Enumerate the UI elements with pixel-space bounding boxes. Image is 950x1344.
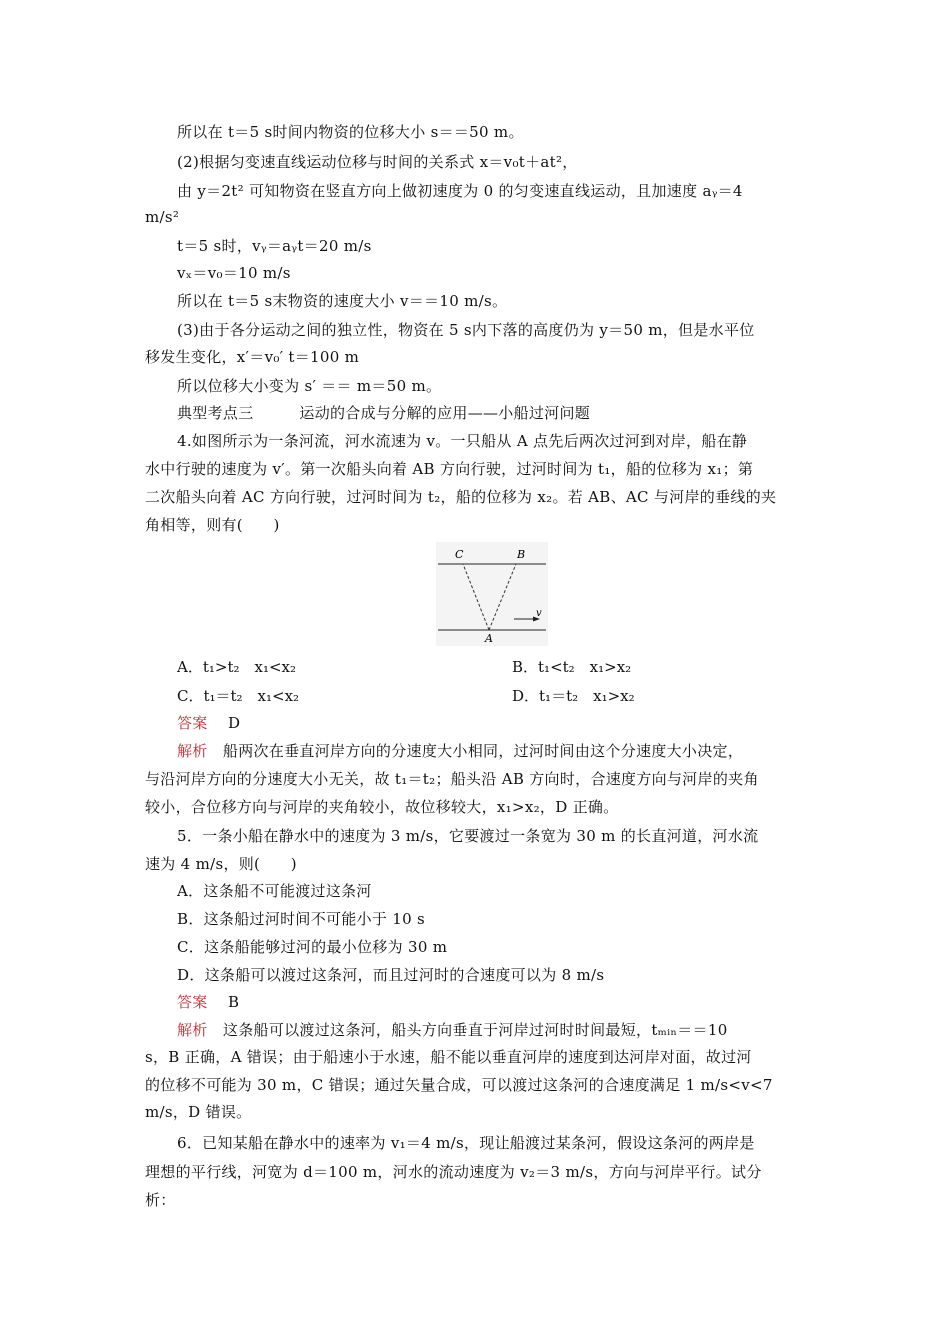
question-6-stem: 理想的平行线，河宽为 d＝100 m，河水的流动速度为 v₂＝3 m/s，方向与河岸平行。试分: [145, 1163, 762, 1181]
q5-analysis-text: 的位移不可能为 30 m，C 错误；通过矢量合成，可以渡过这条河的合速度满足 1 m/s<v<7: [145, 1076, 773, 1094]
question-5-stem: 5．一条小船在静水中的速度为 3 m/s，它要渡过一条宽为 30 m 的长直河道，河水流: [177, 827, 759, 845]
text-line: (3)由于各分运动之间的独立性，物资在 5 s内下落的高度仍为 y＝50 m，但是水平位: [177, 321, 755, 339]
text-line: 所以在 t＝5 s时间内物资的位移大小 s＝＝50 m。: [177, 123, 524, 141]
q4-analysis: [177, 741, 743, 761]
q5-option-d: D．这条船可以渡过这条河，而且过河时的合速度可以为 8 m/s: [177, 966, 605, 984]
question-4-stem: 水中行驶的速度为 v′。第一次船头向着 AB 方向行驶，过河时间为 t₁，船的位移为 x₁；第: [145, 460, 754, 478]
text-line: t＝5 s时，vᵧ＝aᵧt＝20 m/s: [177, 237, 372, 255]
q5-analysis: [177, 1020, 728, 1040]
point-a-label: A: [485, 632, 493, 645]
text-line: 所以在 t＝5 s末物资的速度大小 v＝＝10 m/s。: [177, 292, 508, 310]
q5-option-a: A．这条船不可能渡过这条河: [177, 882, 372, 900]
velocity-label: v: [536, 608, 542, 619]
q5-option-c: C．这条船能够过河的最小位移为 30 m: [177, 938, 448, 956]
q4-option-c: C．t₁＝t₂ x₁<x₂: [177, 687, 300, 705]
text-line: vₓ＝v₀＝10 m/s: [177, 264, 291, 282]
q4-option-d: D．t₁＝t₂ x₁>x₂: [512, 687, 635, 705]
question-4-stem: 4.如图所示为一条河流，河水流速为 v。一只船从 A 点先后两次过河到对岸，船在静: [177, 432, 748, 450]
point-b-label: B: [517, 548, 526, 561]
q4-analysis-text: 与沿河岸方向的分速度大小无关，故 t₁＝t₂；船头沿 AB 方向时，合速度方向与河岸的夹角: [145, 770, 759, 788]
analysis-label: 解析: [177, 742, 208, 760]
analysis-text: 船两次在垂直河岸方向的分速度大小相同，过河时间由这个分速度大小决定，: [222, 742, 744, 760]
answer-label: 答案: [177, 993, 208, 1011]
text-line: (2)根据匀变速直线运动位移与时间的关系式 x＝v₀t＋at²，: [177, 153, 578, 171]
analysis-text: 这条船可以渡过这条河，船头方向垂直于河岸过河时时间最短，tₘᵢₙ＝＝10: [222, 1021, 728, 1039]
answer-label: 答案: [177, 714, 208, 732]
q5-option-b: B．这条船过河时间不可能小于 10 s: [177, 910, 426, 928]
q4-option-a: A．t₁>t₂ x₁<x₂: [177, 658, 296, 676]
text-line: m/s²: [145, 208, 180, 226]
q5-analysis-text: m/s，D 错误。: [145, 1103, 252, 1121]
q4-analysis-text: 较小，合位移方向与河岸的夹角较小，故位移较大，x₁>x₂，D 正确。: [145, 798, 619, 816]
question-6-stem: 6．已知某船在静水中的速率为 v₁＝4 m/s，现让船渡过某条河，假设这条河的两岸是: [177, 1134, 755, 1152]
question-4-stem: 角相等，则有( ): [145, 516, 280, 534]
text-line: 所以位移大小变为 s′ ＝＝ m＝50 m。: [177, 377, 442, 395]
answer-value: D: [227, 714, 241, 732]
q5-analysis-text: s，B 正确，A 错误；由于船速小于水速，船不能以垂直河岸的速度到达河岸对面，故过河: [145, 1048, 752, 1066]
q5-answer: [177, 992, 239, 1012]
text-line: 移发生变化，x′＝v₀′ t＝100 m: [145, 348, 360, 366]
text-line: 由 y＝2t² 可知物资在竖直方向上做初速度为 0 的匀变速直线运动，且加速度 aᵧ＝4: [177, 182, 743, 200]
question-6-stem: 析：: [145, 1191, 176, 1209]
analysis-label: 解析: [177, 1021, 208, 1039]
section-heading: 典型考点三 运动的合成与分解的应用——小船过河问题: [177, 404, 591, 422]
river-diagram: [436, 542, 548, 646]
answer-value: B: [227, 993, 240, 1011]
point-c-label: C: [455, 548, 464, 561]
q4-option-b: B．t₁<t₂ x₁>x₂: [512, 658, 632, 676]
question-5-stem: 速为 4 m/s，则( ): [145, 855, 297, 873]
question-4-stem: 二次船头向着 AC 方向行驶，过河时间为 t₂，船的位移为 x₂。若 AB、AC 与河岸的垂线的夹: [145, 488, 777, 506]
q4-answer: [177, 713, 240, 733]
